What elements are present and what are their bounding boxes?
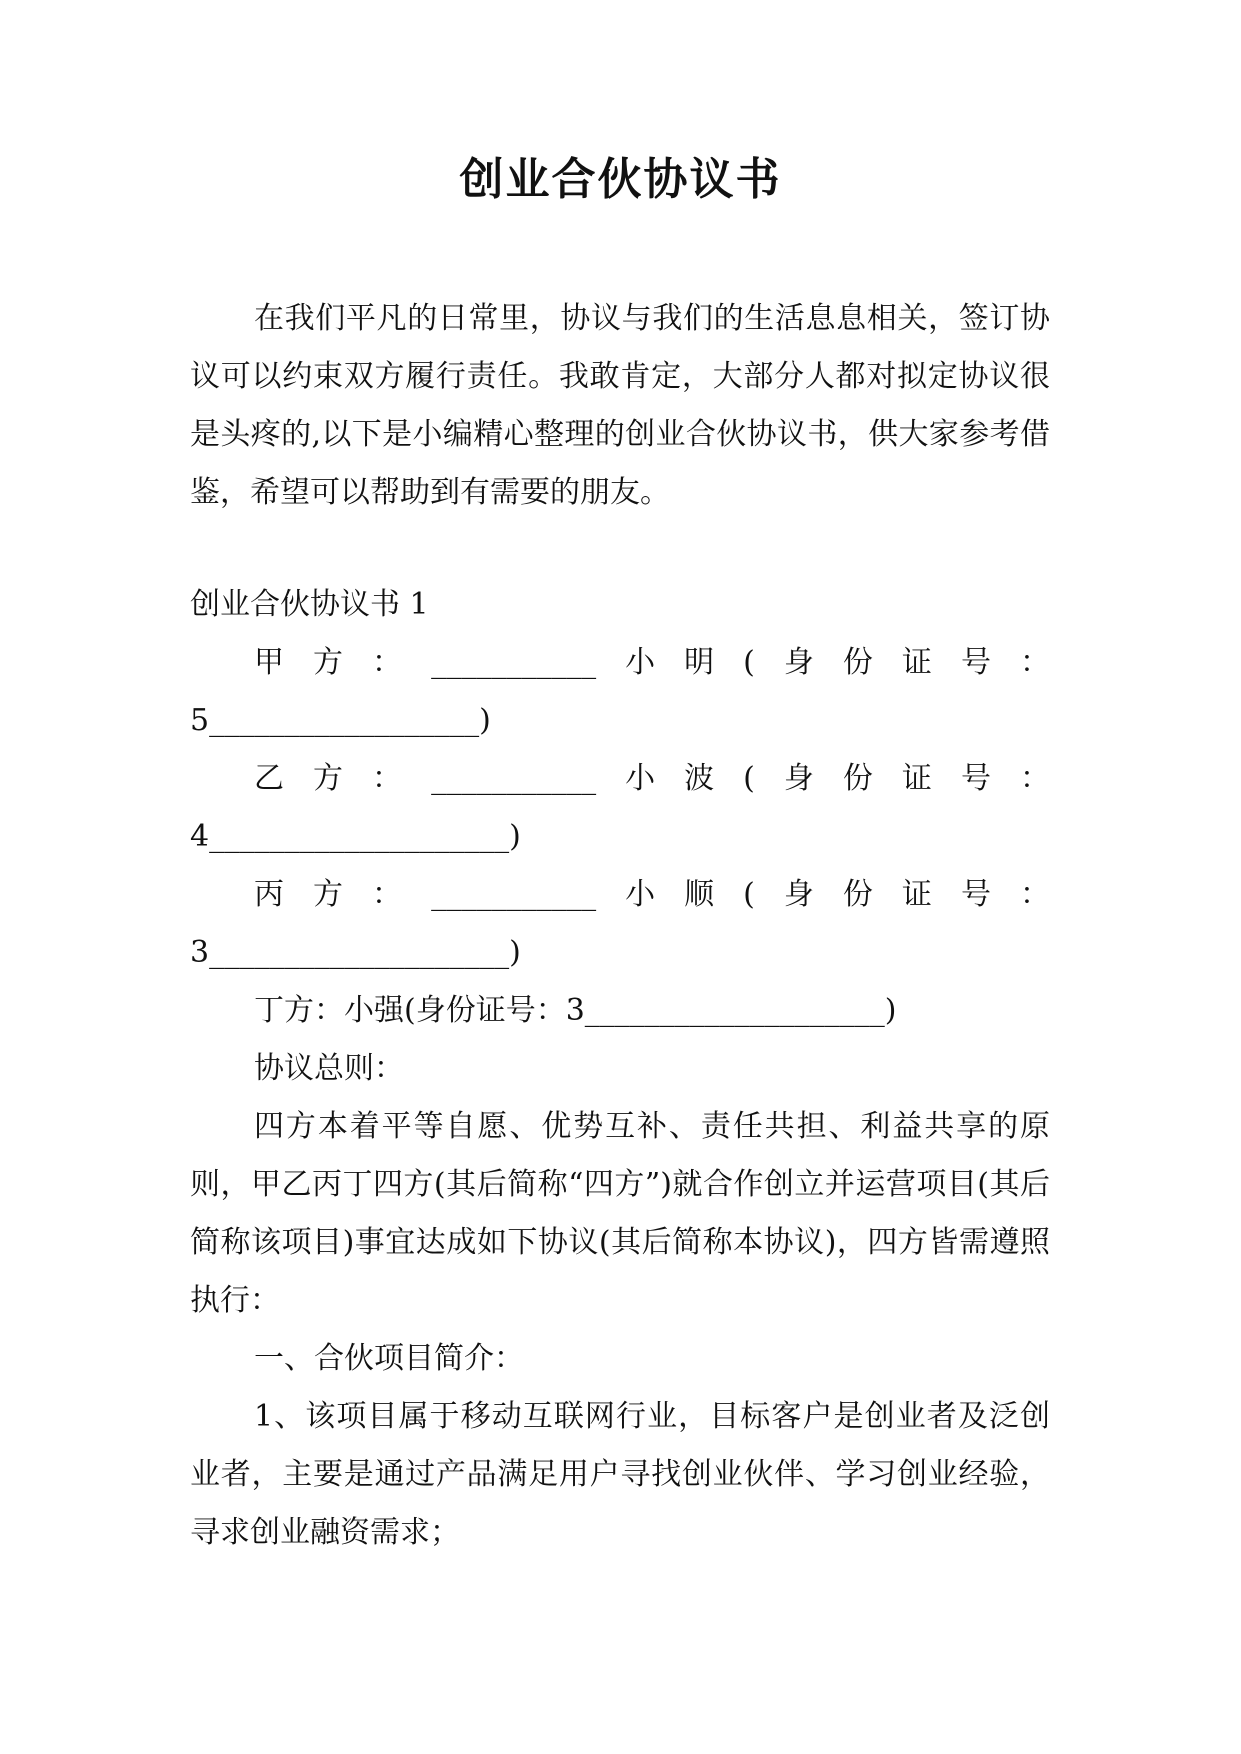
intro-paragraph: 在我们平凡的日常里，协议与我们的生活息息相关，签订协议可以约束双方履行责任。我敢肯定，大部分人都对拟定协议很是头疼的,以下是小编精心整理的创业合伙协议书，供大家参考借鉴，希望可以帮助到有需要的朋友。 — [190, 301, 1050, 510]
party-d-line: 丁方：小强(身份证号：3____________________) — [254, 993, 897, 1028]
item-one-paragraph: 1、该项目属于移动互联网行业，目标客户是创业者及泛创业者，主要是通过产品满足用户寻找创业伙伴、学习创业经验，寻求创业融资需求； — [190, 1399, 1050, 1550]
party-a-id-line: 5__________________) — [190, 703, 491, 738]
general-heading: 协议总则： — [254, 1051, 404, 1086]
document-title: 创业合伙协议书 — [459, 154, 782, 205]
general-paragraph: 四方本着平等自愿、优势互补、责任共担、利益共享的原则，甲乙丙丁四方(其后简称“四方”)就合作创立并运营项目(其后简称该项目)事宜达成如下协议(其后简称本协议)，四方皆需遵照执行： — [190, 1109, 1050, 1318]
party-b-line: 乙方：___________小波(身份证号： — [254, 761, 1050, 796]
agreement-body — [190, 576, 1050, 1562]
party-a-line: 甲方：___________小明(身份证号： — [254, 645, 1050, 680]
party-b-id-line: 4____________________) — [190, 819, 521, 854]
section-heading: 创业合伙协议书 1 — [190, 587, 429, 622]
party-c-id-line: 3____________________) — [190, 935, 521, 970]
section-one-heading: 一、合伙项目简介： — [254, 1341, 524, 1376]
party-c-line: 丙方：___________小顺(身份证号： — [254, 877, 1050, 912]
intro-section — [190, 290, 1050, 522]
